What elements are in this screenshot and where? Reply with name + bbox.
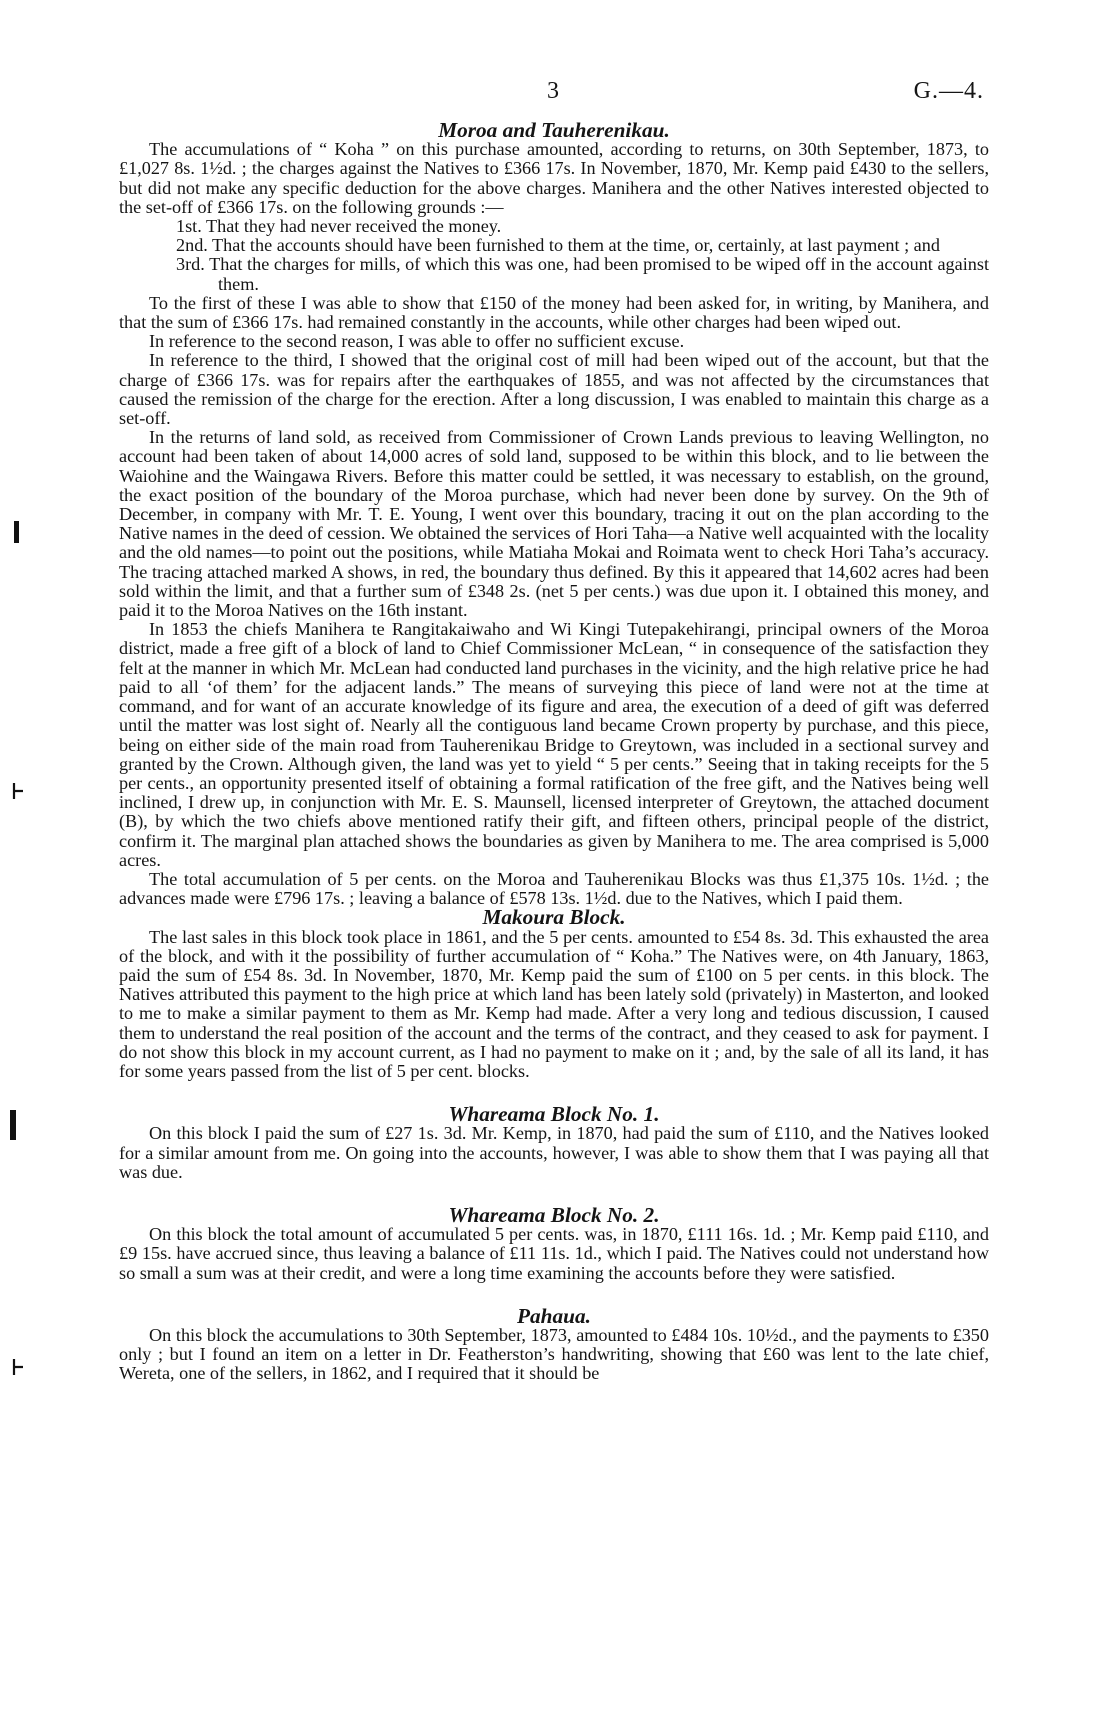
paragraph: In reference to the third, I showed that the original cost of mill had been wiped out of the account, but that the charge of £366 17s. was for repairs after the earthquakes of 1855, and was not affected by the circumstances that caused the remission of the charge for the erection. After a long discussion, I was enabled to maintain this charge as a set-off. bbox=[119, 350, 989, 429]
paragraph: On this block I paid the sum of £27 1s. 3d. Mr. Kemp, in 1870, had paid the sum of £110, and the Natives looked for a similar amount from me. On going into the accounts, however, I was able to show them that I was paying all that was due. bbox=[119, 1123, 989, 1182]
paragraph: In 1853 the chiefs Manihera te Rangitakaiwaho and Wi Kingi Tutepakehirangi, principal owners of the Moroa district, made a free gift of a block of land to Chief Commissioner McLean, “ in consequence of the satisfaction they felt at the manner in which Mr. McLean had conducted land purchases in the vicinity, and the high relative price he had paid to all ‘of them’ for the adjacent lands.” The means of surveying this piece of land were not at the time at command, and for want of an accurate knowledge of its figure and area, the execution of a deed of gift was deferred until the matter was lost sight of. Nearly all the contiguous land became Crown property by purchase, and this piece, being on either side of the main road from Tauherenikau Bridge to Greytown, was included in a sectional survey and granted by the Crown. Although given, the land was yet to yield “ 5 per cents.” Seeing that in taking receipts for the 5 per cents., an opportunity presented itself of obtaining a formal ratification of the free gift, and the Natives being well inclined, I drew up, in conjunction with Mr. E. S. Maunsell, licensed interpreter of Greytown, the attached document (B), by which the two chiefs above mentioned ratify their gift, and fifteen others, principal people of the district, confirm it. The marginal plan attached shows the boundaries as given by Manihera to me. The area comprised is 5,000 acres. bbox=[119, 619, 989, 870]
section-whareama-1 bbox=[119, 1102, 989, 1182]
list-item: 3rd. That the charges for mills, of which this was one, had been promised to be wiped off in the account against them. bbox=[176, 254, 989, 294]
paragraph: On this block the total amount of accumulated 5 per cents. was, in 1870, £111 16s. 1d. ; Mr. Kemp paid £110, and £9 15s. have accrued since, thus leaving a balance of £11 11s. 1d., which I paid. The Natives could not understand how so small a sum was at their credit, and were a long time examining the accounts before they were satisfied. bbox=[119, 1224, 989, 1283]
document-body bbox=[119, 118, 989, 1384]
paragraph: On this block the accumulations to 30th September, 1873, amounted to £484 10s. 10½d., and the payments to £350 only ; but I found an item on a letter in Dr. Featherston’s handwriting, showing that £60 was lent to the late chief, Wereta, one of the sellers, in 1862, and I required that it should be bbox=[119, 1324, 989, 1384]
section-makoura bbox=[119, 905, 989, 1081]
section-heading: Moroa and Tauherenikau. bbox=[438, 118, 670, 142]
paragraph: To the first of these I was able to show that £150 of the money had been asked for, in writing, by Manihera, and that the sum of £366 17s. had remained constantly in the accounts, while other charges had been wiped out. bbox=[119, 292, 989, 333]
paragraph: In the returns of land sold, as received from Commissioner of Crown Lands previous to leaving Wellington, no account had been taken of about 14,000 acres of sold land, supposed to be within this block, and to lie between the Waiohine and the Waingawa Rivers. Before this matter could be settled, it was necessary to establish, on the ground, the exact position of the boundary of the Moroa purchase, which had never been done by survey. On the 9th of December, in company with Mr. T. E. Young, I went over this boundary, tracing it out on the plan according to the Native names in the deed of cession. We obtained the services of Hori Taha—a Native well acquainted with the locality and the old names—to point out the positions, while Matiaha Mokai and Roimata went to check Hori Taha’s accuracy. The tracing attached marked A shows, in red, the boundary thus defined. By this it appeared that 14,602 acres had been sold within the limit, and that a further sum of £348 2s. (net 5 per cents.) was due upon it. I obtained this money, and paid it to the Moroa Natives on the 16th instant. bbox=[119, 427, 989, 621]
section-heading: Makoura Block. bbox=[482, 905, 626, 930]
page-header bbox=[0, 78, 1114, 118]
list-item: 2nd. That the accounts should have been furnished to them at the time, or, certainly, at last payment ; and bbox=[176, 235, 940, 256]
document-reference: G.—4. bbox=[913, 78, 984, 104]
section-pahaua bbox=[119, 1303, 989, 1384]
margin-arrow-icon bbox=[12, 783, 24, 799]
margin-arrow-icon bbox=[12, 1359, 24, 1375]
section-heading: Pahaua. bbox=[517, 1303, 591, 1328]
paragraph: In reference to the second reason, I was able to offer no sufficient excuse. bbox=[149, 331, 685, 352]
section-heading: Whareama Block No. 1. bbox=[448, 1102, 660, 1127]
list-item: 1st. That they had never received the money. bbox=[176, 216, 502, 237]
margin-mark bbox=[10, 1110, 16, 1140]
paragraph: The accumulations of “ Koha ” on this purchase amounted, according to returns, on 30th September, 1873, to £1,027 8s. 1½d. ; the charges against the Natives to £366 17s. In November, 1870, Mr. Kemp paid £430 to the sellers, but did not make any specific deduction for the above charges. Manihera and the other Natives interested objected to the set-off of £366 17s. on the following grounds :— bbox=[119, 139, 989, 217]
paragraph: The total accumulation of 5 per cents. on the Moroa and Tauherenikau Blocks was thus £1,375 10s. 1½d. ; the advances made were £796 17s. ; leaving a balance of £578 13s. 1½d. due to the Natives, which I paid them. bbox=[119, 868, 989, 909]
section-whareama-2 bbox=[119, 1202, 989, 1283]
paragraph: The last sales in this block took place in 1861, and the 5 per cents. amounted to £54 8s. 3d. This exhausted the area of the block, and with it the possibility of further accumulation of “ Koha.” The Natives were, on 4th January, 1863, paid the sum of £54 8s. 3d. In November, 1870, Mr. Kemp paid the sum of £100 on 5 per cents. in this block. The Natives attributed this payment to the high price at which land has been lately sold (privately) in Masterton, and looked to me to make a similar payment to them as Mr. Kemp had made. After a very long and tedious discussion, I caused them to understand the real position of the account and the terms of the contract, and they ceased to ask for payment. I do not show this block in my account current, as I had no payment to make on it ; and, by the sale of all its land, it has for some years passed from the list of 5 per cent. blocks. bbox=[119, 926, 989, 1081]
margin-mark bbox=[14, 521, 19, 543]
grounds-list bbox=[119, 217, 989, 294]
section-moroa bbox=[119, 118, 989, 909]
page-number: 3 bbox=[547, 78, 559, 104]
section-heading: Whareama Block No. 2. bbox=[448, 1202, 660, 1227]
